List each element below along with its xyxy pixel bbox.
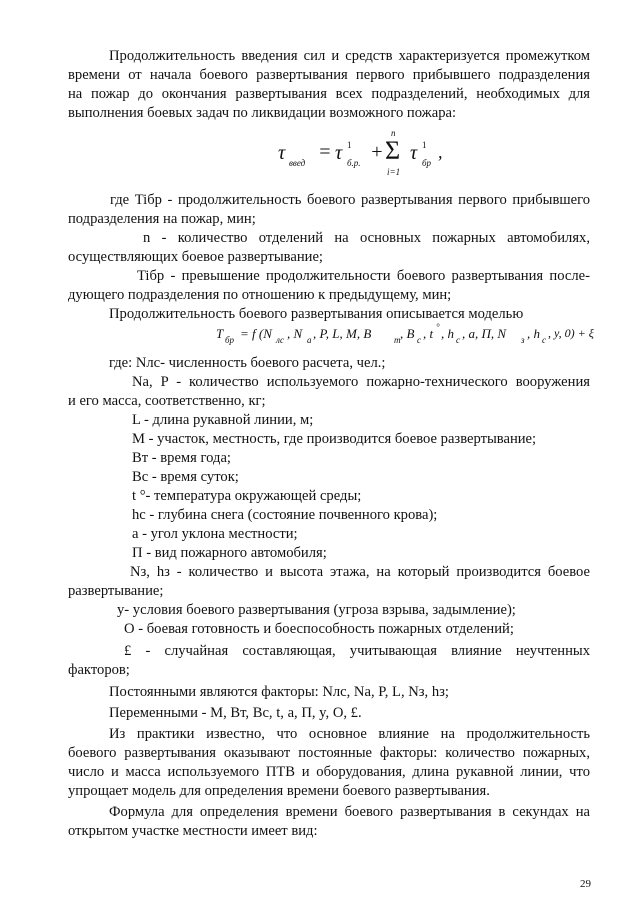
formula-symbol: τ (278, 142, 286, 164)
formula-introduction-time (278, 126, 448, 180)
formula-part: , h (527, 326, 540, 341)
text-line: y- условия боевого развертывания (угроза взрыва, задымление); (117, 602, 516, 618)
formula-plus: + (370, 141, 384, 163)
definition-item: L - длина рукавной линии, м; (132, 412, 314, 428)
definition-item: Вс - время суток; (132, 469, 239, 485)
formula-part: , h (441, 326, 454, 341)
text-line: Постоянными являются факторы: Nлс, Na, P, L, Nз, hз; (109, 684, 449, 700)
text-line: на пожар до окончания развертывания всех подразделений, необходимых для (68, 86, 590, 102)
formula-subscript: c (542, 335, 546, 345)
text-line: Формула для определения времени боевого развертывания в секундах на (109, 804, 590, 820)
formula-subscript: a (307, 335, 312, 345)
formula-subscript: б.р. (347, 158, 361, 168)
formula-equals: = (318, 141, 332, 163)
text-line: Продолжительность боевого развертывания описывается моделью (109, 306, 524, 322)
text-line: Переменными - М, Вт, Вс, t, a, П, y, O, £. (109, 705, 362, 721)
text-line: упрощает модель для определения времени боевого развертывания. (68, 783, 490, 799)
text-line: и его масса, соответственно, кг; (68, 393, 266, 409)
sigma-icon: Σ (385, 136, 401, 165)
formula-part: , t (423, 326, 434, 341)
formula-part: , P, L, M, B (313, 326, 372, 341)
formula-part: , a, П, N (462, 326, 507, 341)
text-line: развертывание; (68, 583, 164, 599)
formula-part: = f (N (240, 326, 272, 341)
formula-subscript: т (394, 335, 401, 345)
definition-item: a - угол уклона местности; (132, 526, 298, 542)
definition-item: t °- температура окружающей среды; (132, 488, 362, 504)
text-line: Продолжительность введения сил и средств характеризуется промежутком (109, 48, 590, 64)
text-line: где Tiбр - продолжительность боевого развертывания первого прибывшего (110, 192, 590, 208)
text-line: Na, P - количество используемого пожарно-технического вооружения (132, 374, 590, 390)
text-line: £ - случайная составляющая, учитывающая влияние неучтенных (124, 643, 590, 659)
text-line: осуществляющих боевое развертывание; (68, 249, 323, 265)
sigma-upper-limit: n (391, 128, 396, 138)
text-line: Tiбр - превышение продолжительности боевого развертывания после- (137, 268, 590, 284)
formula-subscript: бр (422, 158, 432, 168)
formula-part: , y, 0) + ξ (548, 326, 594, 340)
formula-subscript: бр (225, 335, 235, 345)
definition-item: hc - глубина снега (состояние почвенного крова); (132, 507, 438, 523)
formula-superscript: 1 (347, 140, 352, 150)
formula-subscript: лс (276, 335, 285, 345)
text-line: выполнения боевых задач по ликвидации возможного пожара: (68, 105, 457, 121)
sigma-lower-limit: i=1 (387, 167, 401, 177)
formula-symbol: τ (410, 142, 418, 164)
text-line: где: Nлс- численность боевого расчета, чел.; (109, 355, 386, 371)
text-line: боевого развертывания оказывают постоянные факторы: количество пожарных, (68, 745, 590, 761)
formula-part: , N (287, 326, 303, 341)
page-number: 29 (580, 878, 591, 890)
formula-superscript: 1 (422, 140, 427, 150)
text-line: O - боевая готовность и боеспособность пожарных отделений; (124, 621, 514, 637)
text-line: факторов; (68, 662, 130, 678)
formula-deployment-model (216, 322, 594, 346)
text-line: n - количество отделений на основных пожарных автомобилях, (143, 230, 590, 246)
text-line: подразделения на пожар, мин; (68, 211, 256, 227)
formula-subscript: введ (289, 158, 306, 168)
text-line: дующего подразделения по отношению к предыдущему, мин; (68, 287, 452, 303)
formula-subscript: з (521, 335, 525, 345)
formula-part: , B (400, 326, 415, 341)
definition-item: Вт - время года; (132, 450, 231, 466)
formula-symbol: T (216, 326, 224, 341)
text-line: Из практики известно, что основное влияние на продолжительность (109, 726, 590, 742)
formula-comma: , (438, 142, 443, 162)
formula-subscript: c (456, 335, 460, 345)
text-line: Nз, hз - количество и высота этажа, на который производится боевое (130, 564, 590, 580)
text-line: открытом участке местности имеет вид: (68, 823, 318, 839)
text-line: времени от начала боевого развертывания первого прибывшего подразделения (68, 67, 590, 83)
formula-symbol: τ (335, 142, 343, 164)
formula-subscript: с (417, 335, 421, 345)
formula-superscript: ° (436, 322, 440, 332)
definition-item: П - вид пожарного автомобиля; (132, 545, 327, 561)
text-line: число и масса используемого ПТВ и оборудования, длина рукавной линии, что (68, 764, 590, 780)
definition-item: М - участок, местность, где производится боевое развертывание; (132, 431, 537, 447)
